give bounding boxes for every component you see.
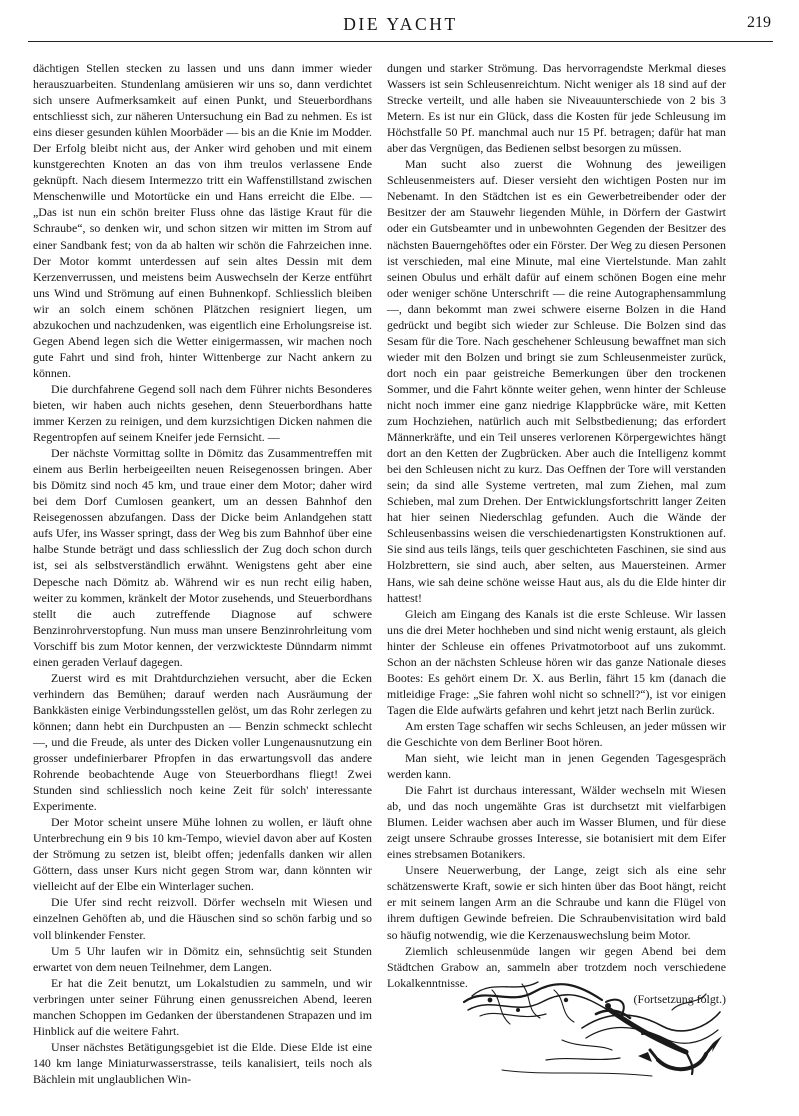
right-text-column [387,60,726,1007]
page-number: 219 [747,14,771,31]
anchor-and-seaweed-vignette [462,970,724,1082]
paragraph: dächtigen Stellen stecken zu lassen und uns dann immer wieder herauszuarbeiten. Stundenlang amüsieren wir uns so, dann verdichtet sich unsere Aufmerksamkeit auf einen Punkt, und Steuerbordhans entschliesst sich, zur näheren Untersuchung ein Bad zu nehmen. Es ist eins dieser gesunden kühlen Moorbäder — bis an die Knie im Modder. Der Erfolg bleibt nicht aus, der Anker wird gehoben und mit einem kunstgerechten Knoten an das von ihm treulos verlassene Ende geknüpft. Nach diesem Intermezzo tritt ein Waffenstillstand zwischen Menschenwille und Motortücke ein und Hans erreicht die Elbe. — „Das ist nun ein schön breiter Fluss ohne das lästige Kraut für die Schraube“, so denken wir, und schon sitzen wir mitten im Strom auf einer Sandbank fest; von da ab halten wir schön die Fahrzeichen inne. Der Motor kommt unterdessen auf sein altes Dessin mit dem Kerzenverrussen, und meistens beim Auswechseln der Kerze entführt uns Wind und Strömung auf einen Buhnenkopf. Schliesslich bleiben wir an solch einem schönen Plätzchen resigniert liegen, um abzukochen und nachzudenken, was eigentlich eine Erholungsreise ist. Gegen Abend legen sich die Wetter einigermassen, wir machen noch gute Fahrt und sind froh, hinter Wittenberge zur Nacht ankern zu können. [33,61,372,380]
paragraph: Er hat die Zeit benutzt, um Lokalstudien zu sammeln, und wir verbringen unter seiner Führung einen genussreichen Abend, leeren manchen Schoppen im Gedanken der überstandenen Strapazen und im Hinblick auf die weitere Fahrt. [33,975,372,1038]
page-header [28,0,773,44]
paragraph: Die durchfahrene Gegend soll nach dem Führer nichts Besonderes bieten, wir haben auch nichts gesehen, denn Steuerbordhans hatte immer Kerzen zu reinigen, und dem kurzsichtigen Dicken nahmen die Regentropfen auf seinem Kneifer jede Fernsicht. — [33,381,372,445]
header-rule [28,41,773,42]
paragraph: Gleich am Eingang des Kanals ist die erste Schleuse. Wir lassen uns die drei Meter hochheben und sind nicht wenig erstaunt, als gleich hinter der Schleuse ein offenes Privatmotorboot auf uns zukommt. Schon an der nächsten Schleuse hören wir das ganze Nationale dieses Bootes: Es gehört einem Dr. X. aus Berlin, fährt 15 km (danach die mitleidige Frage: „Sie fahren wohl nicht so schnell?“), ist vor einigen Tagen die Elde aufwärts gefahren und kehrt jetzt nach Berlin zurück. [387,606,726,717]
paragraph: Unsere Neuerwerbung, der Lange, zeigt sich als eine sehr schätzenswerte Kraft, sowie er sich hinten über das Boot hängt, reicht er mit seinem langen Arm an die Schraube und kann die Flügel von ihrem duftigen Gewinde befreien. Die Schraubenvisitation wird bald so häufig notwendig, wie die Kerzenauswechslung beim Motor. [387,863,726,942]
paragraph: Man sieht, wie leicht man in jenen Gegenden Tagesgespräch werden kann. [387,751,726,782]
paragraph: dungen und starker Strömung. Das hervorragendste Merkmal dieses Wassers ist sein Schleusenreichtum. Nicht weniger als 18 sind auf der Strecke verteilt, und alle haben sie Niveauunterschiede von 2 bis 3 Metern. Es ist nur ein Glück, dass die Kosten für jede Schleusung im Höchstfalle 50 Pf. manchmal auch nur 15 Pf. betragen; dafür hat man aber das Vergnügen, das Bedienen selbst besorgen zu müssen. [387,61,726,156]
paragraph: Der Motor scheint unsere Mühe lohnen zu wollen, er läuft ohne Unterbrechung ein 9 bis 10 km-Tempo, wieviel davon aber auf Kosten der Strömung zu setzen ist, bleibt offen; jedenfalls danken wir allen Göttern, dass unser Kurs nicht gegen Strom war, dann könnten wir vielleicht auf der Elbe ein Winterlager suchen. [33,815,372,894]
paragraph: Man sucht also zuerst die Wohnung des jeweiligen Schleusenmeisters auf. Dieser versieht den wichtigen Posten nur im Nebenamt. In den Städtchen ist es ein Gewerbetreibender oder der Besitzer der am Stauwehr liegenden Mühle, in Dörfern der Gastwirt oder ein Gutsbeamter und in unbewohnten Gegenden der Besitzer des nächsten Bauerngehöftes oder ein Förster. Der Weg zu diesen Personen ist verschieden, mal eine Minute, mal eine Viertelstunde. Man zahlt seinen Obulus und erhält dafür auf einem schönen Bogen eine mehr oder weniger schöne Unterschrift — die reine Autographensammlung —, dann bekommt man zwei schwere eiserne Bolzen in die Hand gedrückt und begibt sich wieder zur Schleuse. Die Bolzen sind das Sesam für die Tore. Nach geschehener Schleusung bewaffnet man sich wieder mit den Bolzen und bringt sie zum Schleusenmeister zurück, dort noch ein paar geistreiche Bemerkungen über den trockenen Sommer, und die Fahrt könnte weiter gehen, wenn hinter der Schleuse nicht noch immer eine ganz niedrige Klappbrücke wäre, mit Ketten zum Hochziehen, natürlich auch mit Selbstbedienung; das erfordert Männerkräfte, und ein Teil unseres verlorenen Körpergewichtes hängt dort an den Ketten der Zugbrücken. Aber auch die Intelligenz kommt bei den Schleusen nicht zu kurz. Das Oeffnen der Tore will verstanden sein; da sind alle Systeme vertreten, mal zum Ziehen, mal zum Schieben, mal zum Drehen. Der Entwicklungsfortschritt langer Zeiten hat hier seinen Niederschlag gefunden. Auch die Wände der Schleusenbassins weisen die verschiedenartigsten Konstruktionen auf. Sie sind aus teils längs, teils quer geschichteten Faschinen, sie sind aus Holzbrettern, sie sind auch, aber selten, aus Mauersteinen. Armer Hans, wie sah deine schöne weisse Haut aus, als du die Elde hinter dir hattest! [387,157,726,605]
paragraph: Der nächste Vormittag sollte in Dömitz das Zusammentreffen mit einem aus Berlin herbeigeeilten neuen Reisegenossen bringen. Aber bis Dömitz sind noch 45 km, und traue einer dem Motor; daher wird bei dem Dorf Cumlosen geankert, um an dessen Bahnhof den Reisegenossen abzufangen. Dass der Dicke beim Anlandgehen statt aufs Ufer, ins Wasser springt, dass der Weg bis zum Bahnhof über eine halbe Stunde beträgt und dass schliesslich der Zug doch schon durch ist, sei als selbstverständlich erwähnt. Wenigstens geht aber eine Depesche nach Dömitz ab. Während wir es nun recht eilig haben, weiter zu kommen, kränkelt der Motor zusehends, und Steuerbordhans stellt die auch zutreffende Diagnose auf schwere Benzinrohrverstopfung. Nun muss man unsere Benzinrohrleitung vom Vorschiff bis zum Motor kennen, der verzwickteste Dünndarm nimmt einen geraden Verlauf dagegen. [33,446,372,669]
paragraph: Unser nächstes Betätigungsgebiet ist die Elde. Diese Elde ist eine 140 km lange Miniaturwasserstrasse, teils kanalisiert, teils noch als Bächlein mit unglaublichen Win- [33,1039,372,1086]
paragraph: Zuerst wird es mit Drahtdurchziehen versucht, aber die Ecken verhindern das Bemühen; darauf werden nach Ausräumung der Bankkästen einige Verbindungsstellen gelöst, um das Rohr zerlegen zu können; dann hebt ein Durchpusten an — Benzin schmeckt schlecht —, und die Freude, als unter des Dicken voller Lungenausnutzung ein grosser undefinierbarer Pfropfen in das erwartungsvoll das andere Rohrende beobachtende Auge von Steuerbordhans fliegt! Zwei Stunden sind schliesslich noch keine Zeit für solch' interessante Experimente. [33,670,372,814]
paragraph: Am ersten Tage schaffen wir sechs Schleusen, an jeder müssen wir die Geschichte von dem Berliner Boot hören. [387,718,726,749]
continuation-note: (Fortsetzung folgt.) [633,991,726,1006]
paragraph: Ziemlich schleusenmüde langen wir gegen Abend bei dem Städtchen Grabow an, sammeln aber trotzdem noch verschiedene Lokalkenntnisse. [387,943,726,990]
paragraph: Um 5 Uhr laufen wir in Dömitz ein, sehnsüchtig seit Stunden erwartet von dem neuen Teilnehmer, dem Langen. [33,943,372,974]
left-text-column [33,60,372,1087]
journal-title: DIE YACHT [343,14,458,34]
paragraph: Die Ufer sind recht reizvoll. Dörfer wechseln mit Wiesen und einzelnen Gehöften ab, und die Häuschen sind so schön farbig und so voll blinkender Fenster. [33,895,372,942]
paragraph: Die Fahrt ist durchaus interessant, Wälder wechseln mit Wiesen ab, und das noch ungemähte Gras ist durchsetzt mit vielfarbigen Blumen. Leider wachsen aber auch im Wasser Blumen, und für diese zeigt unsere Schraube grosses Interesse, sie botanisiert mit dem Eifer eines strebsamen Botanikers. [387,783,726,862]
